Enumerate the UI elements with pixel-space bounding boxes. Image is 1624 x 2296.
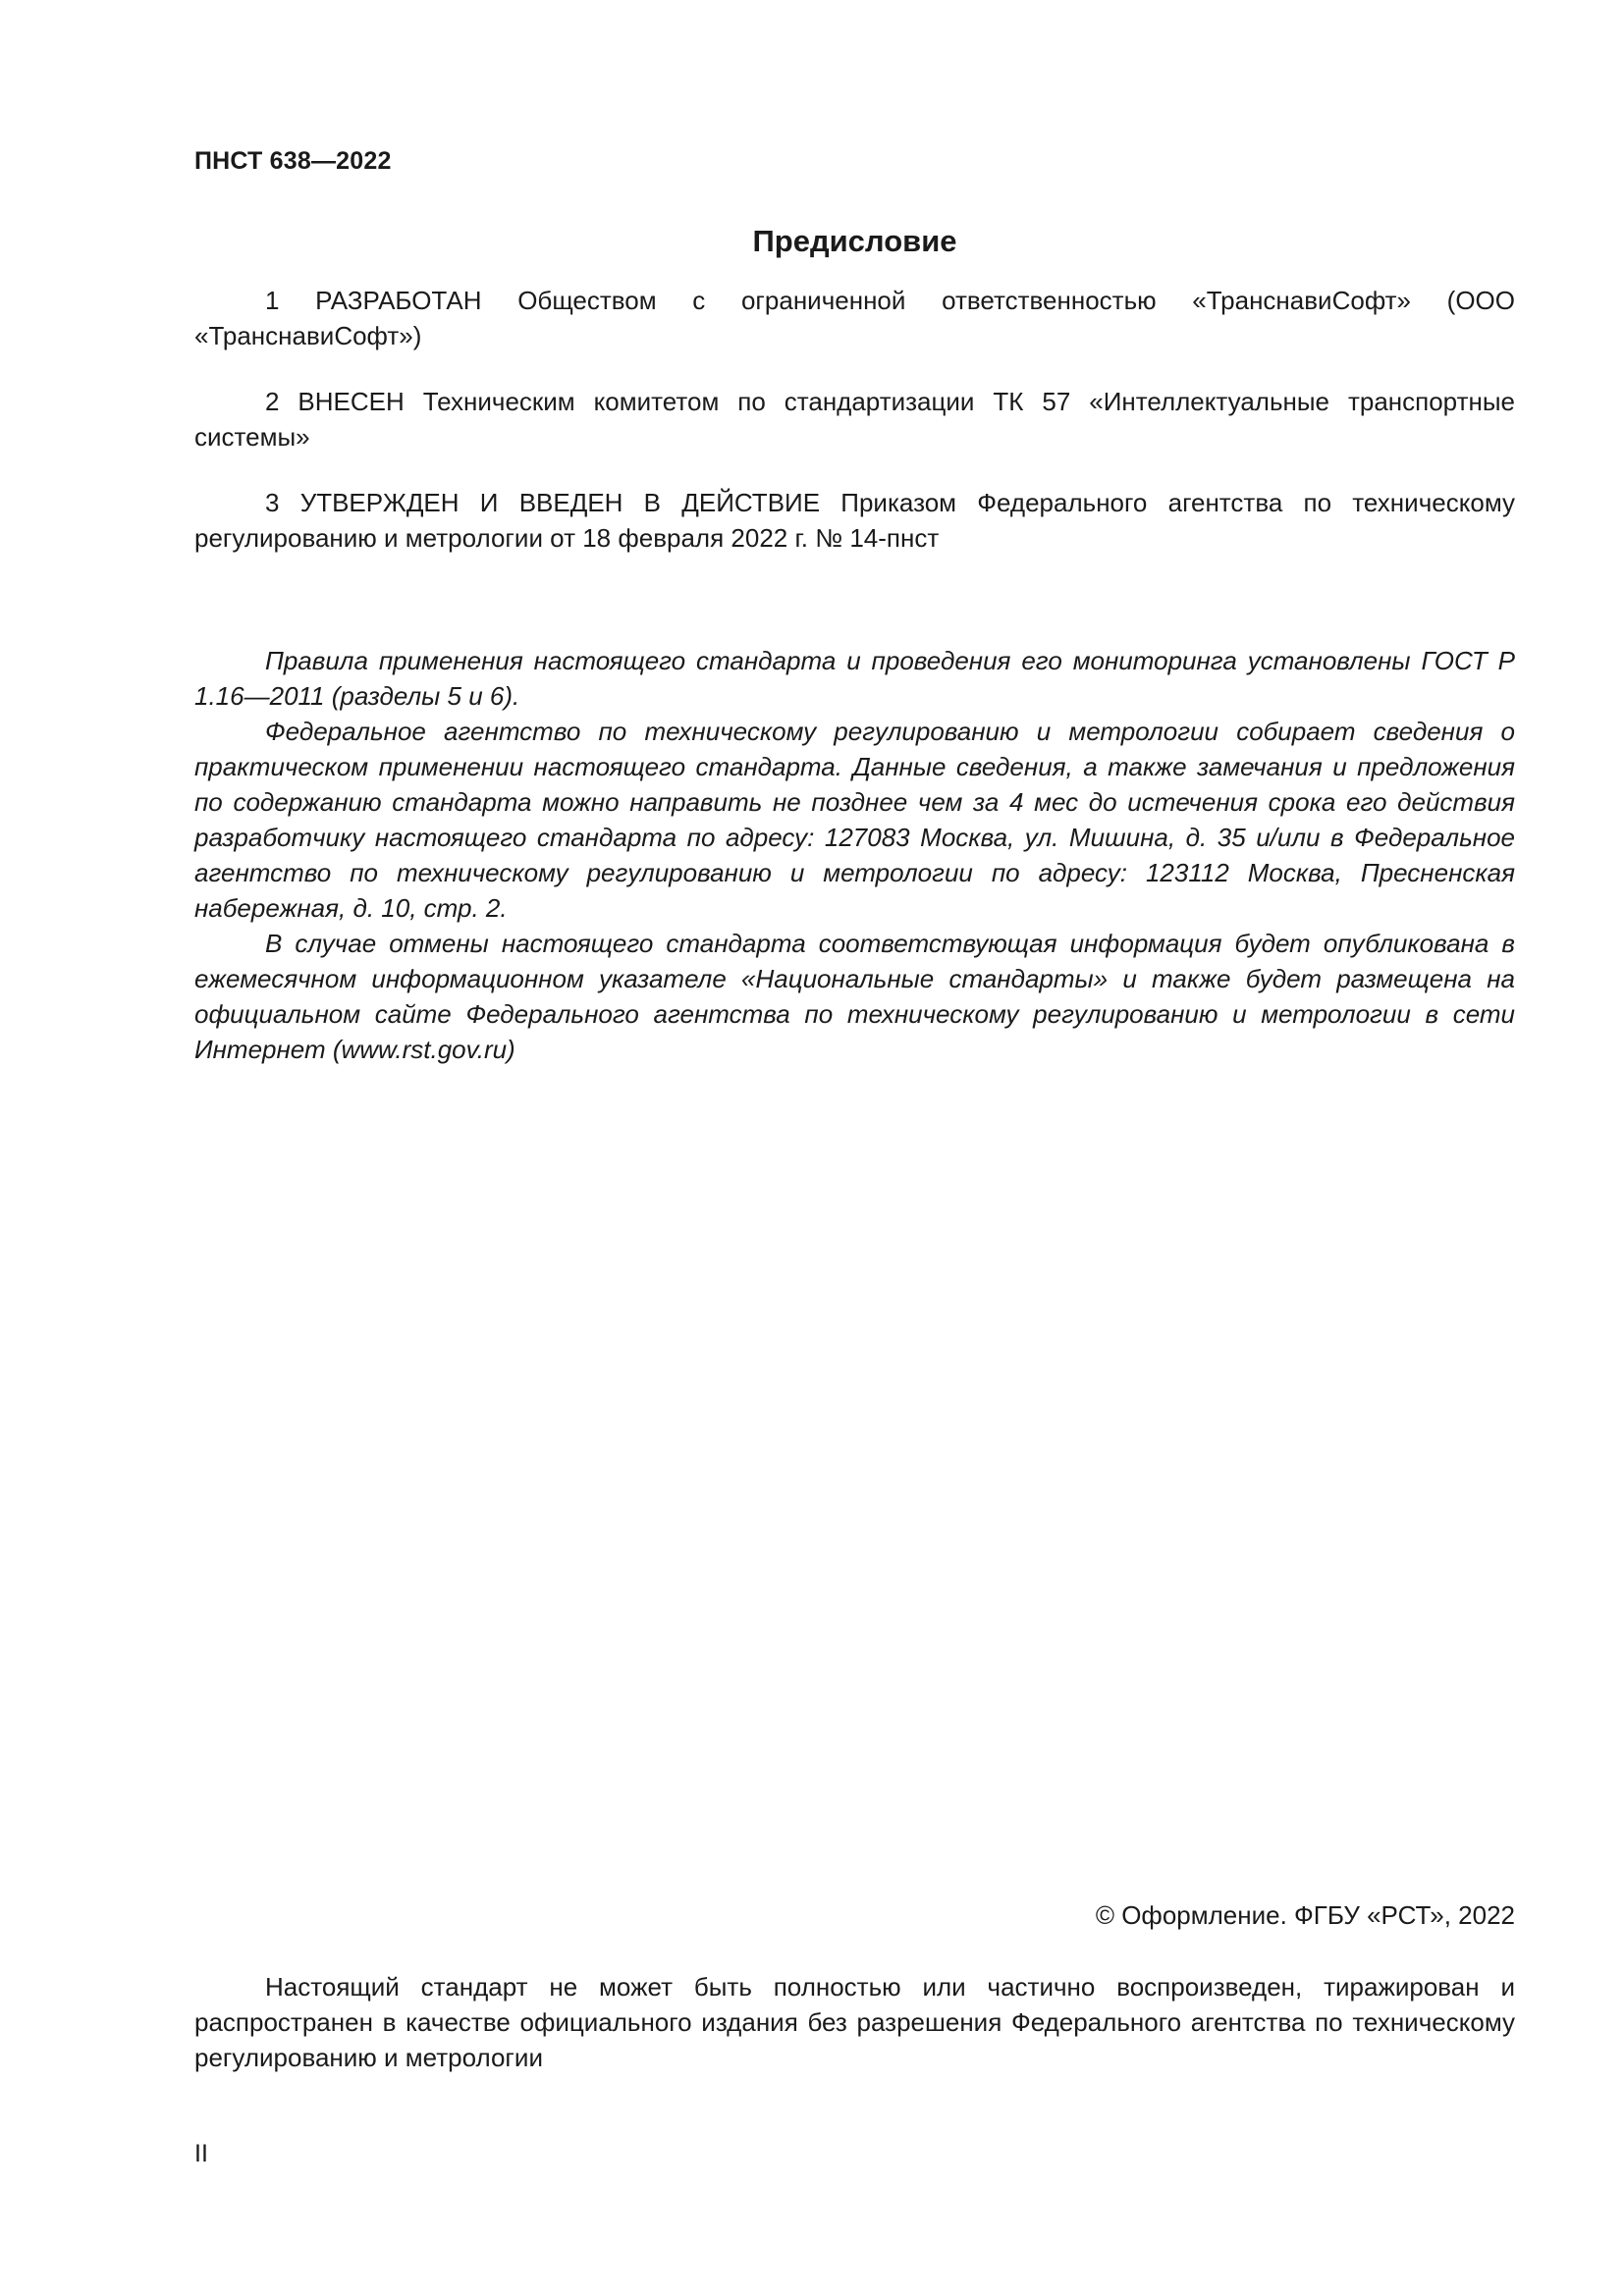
foreword-item-developed: 1 РАЗРАБОТАН Обществом с ограниченной ответственностью «ТранснавиСофт» (ООО «ТранснавиСофт»)	[194, 286, 1515, 350]
foreword-item-submitted: 2 ВНЕСЕН Техническим комитетом по стандартизации ТК 57 «Интеллектуальные транспортные системы»	[194, 387, 1515, 452]
notice-rules-paragraph: Правила применения настоящего стандарта и проведения его мониторинга установлены ГОСТ Р 1.16—2011 (разделы 5 и 6).	[194, 646, 1515, 711]
document-code: ПНСТ 638—2022	[194, 147, 392, 175]
foreword-item-approved: 3 УТВЕРЖДЕН И ВВЕДЕН В ДЕЙСТВИЕ Приказом Федерального агентства по техническому регулированию и метрологии от 18 февраля 2022 г. № 14-пнст	[194, 488, 1515, 553]
notice-feedback-paragraph: Федеральное агентство по техническому регулированию и метрологии собирает сведения о практическом применении настоящего стандарта. Данные сведения, а также замечания и предложения по содержанию стандарта можно направить не позднее чем за 4 мес до истечения срока его действия разработчику настоящего стандарта по адресу: 127083 Москва, ул. Мишина, д. 35 и/или в Федеральное агентство по техническому регулированию и метрологии по адресу: 123112 Москва, Пресненская набережная, д. 10, стр. 2.	[194, 717, 1515, 923]
page-title: Предисловие	[752, 224, 957, 258]
foreword-items	[194, 283, 1515, 586]
application-notice	[194, 643, 1515, 1067]
notice-cancellation-paragraph: В случае отмены настоящего стандарта соответствующая информация будет опубликована в ежемесячном информационном указателе «Национальные стандарты» и также будет размещена на официальном сайте Федерального агентства по техническому регулированию и метрологии в сети Интернет (www.rst.gov.ru)	[194, 929, 1515, 1064]
rights-statement	[194, 1969, 1515, 2075]
rights-paragraph: Настоящий стандарт не может быть полностью или частично воспроизведен, тиражирован и распространен в качестве официального издания без разрешения Федерального агентства по техническому регулированию и метрологии	[194, 1972, 1515, 2072]
page-number: II	[194, 2140, 208, 2167]
copyright-line: © Оформление. ФГБУ «РСТ», 2022	[1095, 1900, 1515, 1930]
